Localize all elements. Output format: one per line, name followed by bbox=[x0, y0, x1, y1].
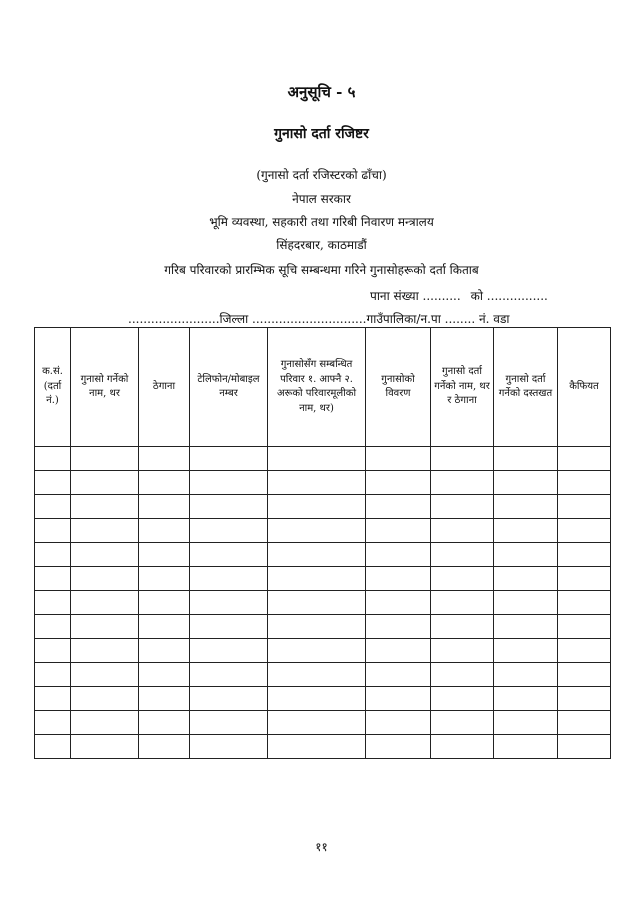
table-cell bbox=[35, 447, 71, 471]
table-cell bbox=[431, 663, 494, 687]
table-cell bbox=[190, 519, 268, 543]
table-cell bbox=[139, 447, 190, 471]
table-cell bbox=[366, 471, 431, 495]
of-label: को ................ bbox=[470, 289, 548, 303]
page-number: ११ bbox=[315, 840, 328, 854]
table-cell bbox=[494, 639, 558, 663]
table-row bbox=[35, 519, 611, 543]
table-cell bbox=[431, 711, 494, 735]
table-cell bbox=[139, 687, 190, 711]
subtitle-format: (गुनासो दर्ता रजिस्टरको ढाँचा) bbox=[256, 168, 387, 182]
table-cell bbox=[558, 735, 611, 759]
table-cell bbox=[268, 471, 366, 495]
table-cell bbox=[366, 711, 431, 735]
table-cell bbox=[268, 543, 366, 567]
table-cell bbox=[268, 711, 366, 735]
table-row bbox=[35, 567, 611, 591]
table-cell bbox=[71, 687, 139, 711]
table-row bbox=[35, 447, 611, 471]
col-registrar-signature: गुनासो दर्ता गर्नेको दस्तखत bbox=[494, 328, 558, 447]
table-cell bbox=[366, 543, 431, 567]
table-cell bbox=[71, 519, 139, 543]
table-cell bbox=[558, 591, 611, 615]
table-cell bbox=[139, 591, 190, 615]
table-row bbox=[35, 471, 611, 495]
page-count-label: पाना संख्या .......... bbox=[370, 289, 461, 303]
table-cell bbox=[431, 447, 494, 471]
table-cell bbox=[494, 735, 558, 759]
table-cell bbox=[431, 471, 494, 495]
table-cell bbox=[268, 735, 366, 759]
table-cell bbox=[431, 567, 494, 591]
table-cell bbox=[366, 591, 431, 615]
table-row bbox=[35, 663, 611, 687]
table-cell bbox=[71, 615, 139, 639]
col-phone: टेलिफोन/मोबाइल नम्बर bbox=[190, 328, 268, 447]
table-cell bbox=[190, 663, 268, 687]
table-cell bbox=[268, 591, 366, 615]
table-cell bbox=[494, 591, 558, 615]
col-related-family: गुनासोसँग सम्बन्धित परिवार १. आफ्नै २. अरूको परिवारमूलीको नाम, थर) bbox=[268, 328, 366, 447]
table-cell bbox=[139, 567, 190, 591]
table-cell bbox=[139, 735, 190, 759]
table-cell bbox=[268, 687, 366, 711]
table-cell bbox=[71, 735, 139, 759]
table-cell bbox=[494, 543, 558, 567]
table-cell bbox=[558, 447, 611, 471]
table-row bbox=[35, 687, 611, 711]
table-cell bbox=[268, 663, 366, 687]
table-body bbox=[35, 447, 611, 759]
table-cell bbox=[190, 543, 268, 567]
table-cell bbox=[366, 735, 431, 759]
subtitle-ministry: भूमि व्यवस्था, सहकारी तथा गरिबी निवारण मन्त्रालय bbox=[209, 215, 434, 229]
table-cell bbox=[494, 447, 558, 471]
table-cell bbox=[268, 567, 366, 591]
table-cell bbox=[139, 663, 190, 687]
table-cell bbox=[431, 735, 494, 759]
table-cell bbox=[494, 519, 558, 543]
table-cell bbox=[190, 711, 268, 735]
form-title: गुनासो दर्ता रजिष्टर bbox=[274, 126, 369, 142]
table-cell bbox=[139, 471, 190, 495]
table-cell bbox=[494, 471, 558, 495]
table-cell bbox=[71, 711, 139, 735]
table-cell bbox=[190, 567, 268, 591]
table-cell bbox=[558, 495, 611, 519]
table-cell bbox=[190, 447, 268, 471]
table-cell bbox=[494, 711, 558, 735]
table-cell bbox=[190, 591, 268, 615]
table-cell bbox=[35, 519, 71, 543]
table-cell bbox=[139, 519, 190, 543]
table-cell bbox=[494, 567, 558, 591]
table-cell bbox=[71, 543, 139, 567]
table-cell bbox=[268, 495, 366, 519]
table-cell bbox=[494, 687, 558, 711]
table-cell bbox=[494, 495, 558, 519]
col-serial-no: क.सं. (दर्ता नं.) bbox=[35, 328, 71, 447]
register-table bbox=[34, 327, 611, 759]
table-cell bbox=[139, 639, 190, 663]
table-row bbox=[35, 711, 611, 735]
table-cell bbox=[71, 591, 139, 615]
table-row bbox=[35, 639, 611, 663]
table-cell bbox=[268, 615, 366, 639]
table-cell bbox=[35, 567, 71, 591]
table-cell bbox=[558, 687, 611, 711]
col-address: ठेगाना bbox=[139, 328, 190, 447]
table-cell bbox=[35, 735, 71, 759]
table-cell bbox=[558, 639, 611, 663]
table-cell bbox=[35, 543, 71, 567]
table-header-row bbox=[35, 328, 611, 447]
table-row bbox=[35, 543, 611, 567]
table-cell bbox=[268, 519, 366, 543]
table-row bbox=[35, 615, 611, 639]
col-complainant-name: गुनासो गर्नेको नाम, थर bbox=[71, 328, 139, 447]
table-cell bbox=[35, 495, 71, 519]
table-cell bbox=[268, 447, 366, 471]
table-cell bbox=[494, 663, 558, 687]
table-cell bbox=[366, 447, 431, 471]
table-cell bbox=[190, 615, 268, 639]
subtitle-government: नेपाल सरकार bbox=[292, 192, 351, 206]
table-cell bbox=[35, 663, 71, 687]
table-cell bbox=[558, 663, 611, 687]
table-cell bbox=[431, 495, 494, 519]
page-count-line bbox=[370, 287, 558, 304]
table-cell bbox=[431, 591, 494, 615]
table-cell bbox=[558, 519, 611, 543]
table-cell bbox=[558, 567, 611, 591]
subtitle-register-name: गरिब परिवारको प्रारम्भिक सूचि सम्बन्धमा गरिने गुनासोहरूको दर्ता किताब bbox=[164, 263, 479, 277]
table-cell bbox=[366, 663, 431, 687]
table-cell bbox=[35, 615, 71, 639]
col-complaint-details: गुनासोको विवरण bbox=[366, 328, 431, 447]
table-cell bbox=[190, 735, 268, 759]
table-cell bbox=[268, 639, 366, 663]
table-cell bbox=[366, 639, 431, 663]
table-cell bbox=[139, 615, 190, 639]
table-cell bbox=[558, 543, 611, 567]
table-cell bbox=[35, 711, 71, 735]
table-row bbox=[35, 735, 611, 759]
table-cell bbox=[139, 711, 190, 735]
table-cell bbox=[35, 591, 71, 615]
table-cell bbox=[366, 519, 431, 543]
table-row bbox=[35, 591, 611, 615]
col-registrar-name: गुनासो दर्ता गर्नेको नाम, थर र ठेगाना bbox=[431, 328, 494, 447]
table-cell bbox=[431, 687, 494, 711]
table-cell bbox=[71, 495, 139, 519]
table-cell bbox=[190, 471, 268, 495]
district-line: ........................जिल्ला ..............................गाउँपालिका/न.पा ........ नं. वडा bbox=[128, 312, 510, 326]
table-cell bbox=[35, 687, 71, 711]
table-cell bbox=[558, 615, 611, 639]
table-cell bbox=[366, 615, 431, 639]
table-cell bbox=[431, 543, 494, 567]
col-remarks: कैफियत bbox=[558, 328, 611, 447]
subtitle-location: सिंहदरबार, काठमाडौं bbox=[276, 238, 367, 252]
table-cell bbox=[431, 519, 494, 543]
table-cell bbox=[139, 495, 190, 519]
table-cell bbox=[71, 471, 139, 495]
table-cell bbox=[558, 471, 611, 495]
table-cell bbox=[366, 495, 431, 519]
table-cell bbox=[494, 615, 558, 639]
table-cell bbox=[431, 615, 494, 639]
table-cell bbox=[190, 495, 268, 519]
table-cell bbox=[139, 543, 190, 567]
annex-title: अनुसूचि - ५ bbox=[287, 83, 356, 101]
table-cell bbox=[431, 639, 494, 663]
table-row bbox=[35, 495, 611, 519]
table-cell bbox=[558, 711, 611, 735]
table-cell bbox=[71, 663, 139, 687]
table-cell bbox=[71, 567, 139, 591]
table-cell bbox=[366, 687, 431, 711]
table-cell bbox=[190, 639, 268, 663]
table-cell bbox=[366, 567, 431, 591]
table-cell bbox=[35, 471, 71, 495]
table-cell bbox=[71, 447, 139, 471]
table-cell bbox=[71, 639, 139, 663]
table-cell bbox=[35, 639, 71, 663]
table-cell bbox=[190, 687, 268, 711]
